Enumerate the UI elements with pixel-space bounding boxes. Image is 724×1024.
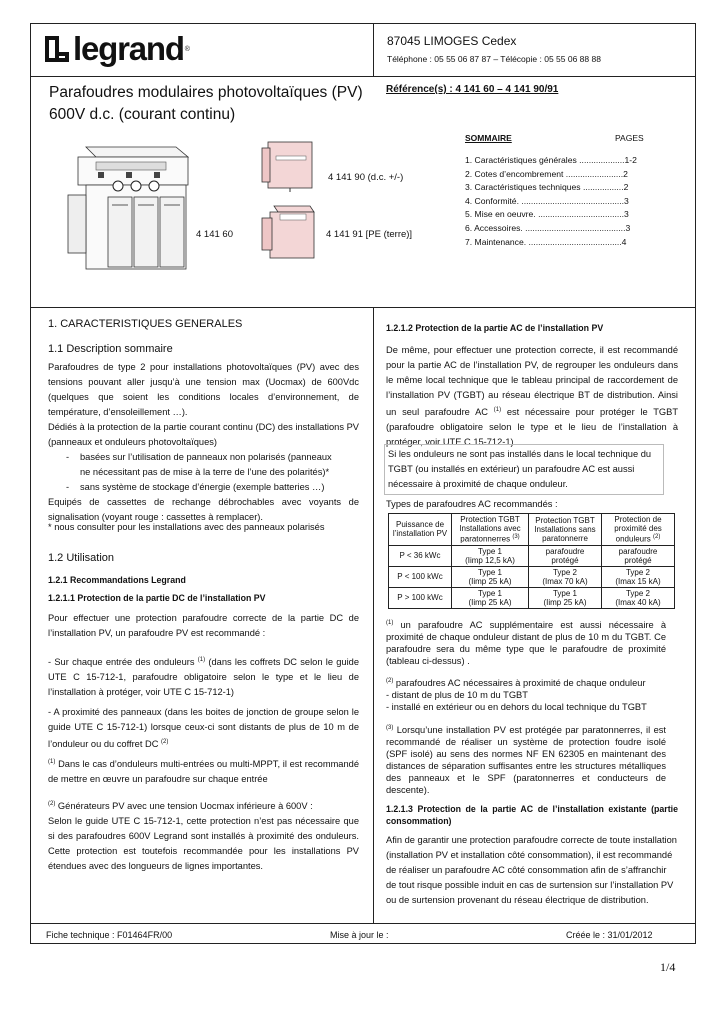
table-row <box>389 587 675 608</box>
left-paragraph-1: Parafoudres de type 2 pour installations photovoltaïques (PV) avec des tensions pouvant aller jusqu’à une tension max (Uocmax) de 600Vdc (quelques que soient les conditions locales d’environnement, de température, d’ensoleillement …). <box>48 362 359 417</box>
left-paragraph-2: Dédiés à la protection de la partie courant continu (DC) des installations PV (panneaux et onduleurs photovoltaïques) <box>48 422 359 447</box>
toc-item[interactable]: 4. Conformité. ...........................................3 <box>465 195 629 206</box>
table-cell: parafoudre protégé <box>529 545 602 566</box>
heading-1-2: 1.2 Utilisation <box>48 552 115 564</box>
table-of-contents <box>465 154 665 249</box>
footer-updated: Mise à jour le : <box>330 930 389 940</box>
left-paragraph-7: - A proximité des panneaux (dans les boites de jonction de groupe selon le guide UTE C 15-712-1) lorsque ceux-ci sont distants de plus de 10 m de l’onduleur ou du coffret DC $^{(2)}$ <box>48 707 359 750</box>
table-cell: P > 100 kWc <box>389 587 452 608</box>
left-note-1: $^{(1)}$ Dans le cas d’onduleurs multi-entrées ou multi-MPPT, il est recommandé de mettre en œuvre un parafoudre sur chaque entrée <box>48 759 359 785</box>
product-label-414190: 4 141 90 (d.c. +/-) <box>328 172 404 183</box>
info-box: Si les onduleurs ne sont pas installés dans le local technique du TGBT (ou installés en extérieur) un parafoudre AC est aussi nécessaire à proximité de chaque onduleur. <box>384 444 664 495</box>
table-row <box>389 566 675 587</box>
table-header-cell: Puissance de l’installation PV <box>389 514 452 546</box>
table-cell: Type 1 (Iimp 12,5 kA) <box>452 545 529 566</box>
table-cell: Type 1 (Iimp 25 kA) <box>529 587 602 608</box>
heading-1-2-1: 1.2.1 Recommandations Legrand <box>48 575 186 585</box>
table-header-cell: Protection TGBT Installations avec paratonnerres $^{(3)}$ <box>452 514 529 546</box>
toc-item[interactable]: 7. Maintenance. .......................................4 <box>465 236 627 247</box>
table-cell: P < 100 kWc <box>389 566 452 587</box>
toc-item[interactable]: 6. Accessoires. ..........................................3 <box>465 222 631 233</box>
right-paragraph-2: Afin de garantir une protection parafoudre correcte de toute installation (installation PV et installation côté consommation), il est recommandé de réaliser un parafoudre AC côté consommation afin de s’affranchir de tout risque possible induit en cas de surtension sur l’installation PV ou de surtension provenant du réseau électrique de distribution. <box>386 835 677 905</box>
heading-1: 1. CARACTERISTIQUES GENERALES <box>48 318 243 330</box>
table-header-cell: Protection TGBT Installations sans paratonnerre <box>529 514 602 546</box>
left-note-2: $^{(2)}$ Générateurs PV avec une tension Uocmax inférieure à 600V : Selon le guide UTE C 15-712-1, cette protection n’est pas nécessaire que si des parafoudres 600V Legrand sont installés à proximité des onduleurs. Cette protection est toutefois recommandée pour les installations PV étendues avec des longueurs de lignes importantes. <box>48 801 359 872</box>
company-city: 87045 LIMOGES Cedex <box>387 34 517 48</box>
right-note-1: $^{(1)}$ un parafoudre AC supplémentaire est aussi nécessaire à proximité de chaque onduleur distant de plus de 10 m du TGBT. Ce parafoudre sera du même type que le parafoudre de proximité (tableau ci-dessus) . <box>386 620 666 667</box>
product-image-414190 <box>258 138 318 199</box>
right-note-2: $^{(2)}$ parafoudres AC nécessaires à proximité de chaque onduleur - distant de plus de 10 m du TGBT - installé en extérieur ou en dehors du local technique du TGBT <box>386 678 647 713</box>
table-cell: Type 1 (Iimp 25 kA) <box>452 587 529 608</box>
toc-item[interactable]: 3. Caractéristiques techniques .................2 <box>465 182 629 193</box>
table-cell: P < 36 kWc <box>389 545 452 566</box>
toc-item[interactable]: 2. Cotes d’encombrement ........................2 <box>465 168 628 179</box>
ac-surge-table <box>388 513 675 609</box>
page-title-line2: 600V d.c. (courant continu) <box>49 106 236 123</box>
product-image-414160 <box>56 135 196 280</box>
table-cell: parafoudre protégé <box>602 545 675 566</box>
page-number: 1/4 <box>660 960 676 974</box>
legrand-logo: legrand ® <box>45 30 190 68</box>
table-cell: Type 2 (Imax 70 kA) <box>529 566 602 587</box>
footer-divider <box>30 923 696 924</box>
left-paragraph-5: Pour effectuer une protection parafoudre correcte de la partie DC de l’installation PV, un parafoudre PV est recommandé : <box>48 613 359 638</box>
column-divider <box>373 308 374 923</box>
types-label: Types de parafoudres AC recommandés : <box>386 499 558 509</box>
toc-item[interactable]: 5. Mise en oeuvre. ....................................3 <box>465 209 629 220</box>
heading-1-2-1-2: 1.2.1.2 Protection de la partie AC de l’installation PV <box>386 323 604 333</box>
left-paragraph-3: Equipés de cassettes de rechange débrochables avec voyants de signalisation (voyant rouge : cassettes à remplacer). <box>48 497 359 522</box>
footer-fiche: Fiche technique : F01464FR/00 <box>46 930 173 940</box>
heading-1-2-1-1: 1.2.1.1 Protection de la partie DC de l’installation PV <box>48 593 266 603</box>
product-label-414191: 4 141 91 [PE (terre)] <box>326 229 413 240</box>
product-label-414160: 4 141 60 <box>196 229 233 240</box>
table-header-cell: Protection de proximité des onduleurs $^{(2)}$ <box>602 514 675 546</box>
left-paragraph-6: - Sur chaque entrée des onduleurs $^{(1)}$ (dans les coffrets DC selon le guide UTE C 15-712-1, parafoudre obligatoire selon le type et le lieu de l’installation à protéger, voir UTE C 15-712-1) <box>48 657 359 698</box>
left-bullet-2: - sans système de stockage d’énergie (exemple batteries …) <box>66 482 325 492</box>
company-phone: Téléphone : 05 55 06 87 87 – Télécopie : 05 55 06 88 88 <box>387 54 601 64</box>
legrand-mark-icon <box>45 36 69 62</box>
brand-name: legrand <box>73 30 184 67</box>
heading-1-1: 1.1 Description sommaire <box>48 343 173 355</box>
footer-created: Créée le : 31/01/2012 <box>566 930 653 940</box>
table-header-row <box>389 514 675 546</box>
heading-1-2-1-3: 1.2.1.3 Protection de la partie AC de l’installation existante (partie consommation) <box>386 804 678 826</box>
table-row <box>389 545 675 566</box>
header-vdivider <box>373 23 374 77</box>
table-cell: Type 2 (Imax 40 kA) <box>602 587 675 608</box>
left-footnote-star: * nous consulter pour les installations avec des panneaux polarisés <box>48 522 325 532</box>
summary-heading: SOMMAIRE <box>465 133 512 143</box>
right-note-3: $^{(3)}$ Lorsqu’une installation PV est protégée par paratonnerres, il est recommandé de réaliser un système de protection foudre isolé (SPF isolé) au sens des normes NF EN 62305 en maintenant des distances de séparation suffisantes entre les structures métalliques des panneaux et le SPF (paratonnerres et conducteurs de descente). <box>386 725 666 796</box>
product-image-414191 <box>258 200 320 269</box>
toc-item[interactable]: 1. Caractéristiques générales ...................1-2 <box>465 155 637 165</box>
header-divider <box>30 76 696 77</box>
right-paragraph-1: De même, pour effectuer une protection correcte, il est recommandé pour la partie AC de l’installation PV, de regrouper les onduleurs dans le même local technique que le tableau principal de raccordement de l’installation PV (TGBT) au réseau électrique BT de distribution. Ainsi un seul parafoudre AC $^{(1)}$ est nécessaire pour protéger le TGBT (parafoudre obligatoire selon le type et le lieu de l’installation à protéger, voir UTE C 15-712-1) <box>386 345 679 448</box>
table-cell: Type 1 (Iimp 25 kA) <box>452 566 529 587</box>
summary-pages-label: PAGES <box>615 133 644 143</box>
page-title-line1: Parafoudres modulaires photovoltaïques (PV) <box>49 84 363 101</box>
section-divider <box>30 307 696 308</box>
reference-line: Référence(s) : 4 141 60 – 4 141 90/91 <box>386 84 559 95</box>
left-bullet-1: - basées sur l’utilisation de panneaux non polarisés (panneaux ne nécessitant pas de mise à la terre de l’une des polarités)* <box>66 452 332 477</box>
table-cell: Type 2 (Imax 15 kA) <box>602 566 675 587</box>
